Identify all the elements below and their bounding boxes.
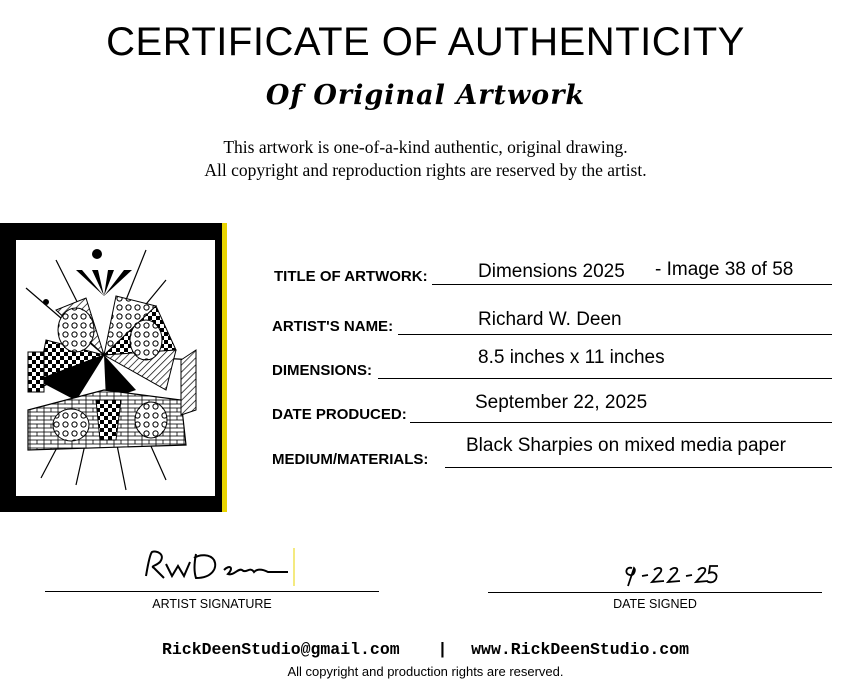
contact-line <box>0 640 851 659</box>
intro-text <box>0 136 851 182</box>
medium-materials-value: Black Sharpies on mixed media paper <box>466 435 787 456</box>
date-produced-value: September 22, 2025 <box>475 392 648 413</box>
artists-name-line <box>398 334 832 335</box>
certificate-title: CERTIFICATE OF AUTHENTICITY <box>106 20 745 64</box>
artwork-image <box>16 240 215 496</box>
dimensions-line <box>378 378 832 379</box>
intro-line-2: All copyright and reproduction rights are reserved by the artist. <box>204 160 647 180</box>
date-signed-caption: DATE SIGNED <box>613 597 697 611</box>
contact-separator: | <box>437 640 448 659</box>
artist-signature-image <box>138 546 298 588</box>
website-link[interactable]: www.RickDeenStudio.com <box>471 640 689 659</box>
artwork-frame <box>0 223 227 512</box>
dimensions-label: DIMENSIONS: <box>272 362 373 379</box>
artwork-drawing <box>16 240 215 496</box>
title-of-artwork-extra: - Image 38 of 58 <box>655 259 794 280</box>
artists-name-label: ARTIST'S NAME: <box>272 318 394 335</box>
email-link[interactable]: RickDeenStudio@gmail.com <box>161 640 400 659</box>
frame-edge <box>222 223 227 512</box>
intro-line-1: This artwork is one-of-a-kind authentic, original drawing. <box>223 137 628 157</box>
medium-materials-line <box>445 467 832 468</box>
date-produced-line <box>410 422 832 423</box>
certificate-subtitle: Of Original Artwork <box>265 80 586 111</box>
date-signed-line <box>488 592 822 593</box>
date-produced-label: DATE PRODUCED: <box>272 406 407 423</box>
artists-name-value: Richard W. Deen <box>478 309 622 330</box>
title-of-artwork-label: TITLE OF ARTWORK: <box>274 268 428 285</box>
title-of-artwork-line <box>432 284 832 285</box>
dimensions-value: 8.5 inches x 11 inches <box>478 347 665 368</box>
footer-rights: All copyright and production rights are reserved. <box>287 664 564 679</box>
date-signed-image <box>618 560 722 590</box>
title-of-artwork-value: Dimensions 2025 <box>478 261 625 282</box>
medium-materials-label: MEDIUM/MATERIALS: <box>272 451 429 468</box>
artist-signature-caption: ARTIST SIGNATURE <box>152 597 272 611</box>
artist-signature-line <box>45 591 379 592</box>
